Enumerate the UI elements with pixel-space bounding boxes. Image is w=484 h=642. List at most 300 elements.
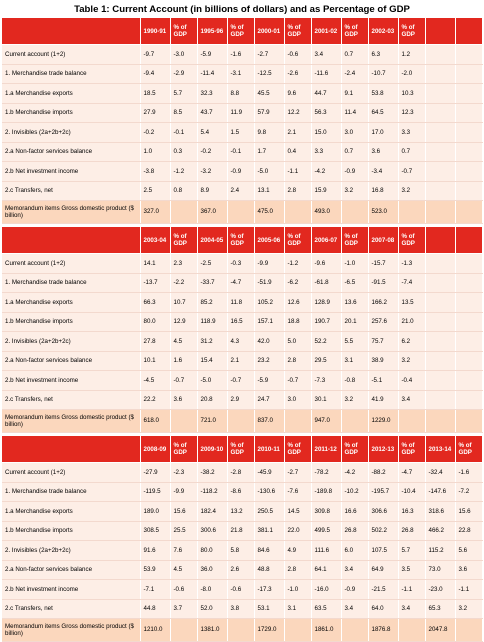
memo-gdp-row	[2, 410, 482, 433]
pct-cell: -2.6	[284, 64, 311, 84]
table-row	[2, 482, 482, 502]
table-row	[2, 390, 482, 410]
value-cell: 15.4	[197, 351, 227, 371]
value-cell: -118.2	[197, 482, 227, 502]
gdp-value-cell: 721.0	[197, 410, 227, 433]
value-cell: -189.8	[311, 482, 341, 502]
pct-gdp-header: % of GDP	[227, 18, 254, 45]
pct-cell: 3.4	[398, 599, 425, 619]
value-cell: 56.3	[311, 103, 341, 123]
pct-cell: -1.1	[398, 580, 425, 600]
value-cell: -119.5	[140, 482, 170, 502]
empty-cell	[425, 351, 455, 371]
empty-cell	[425, 390, 455, 410]
empty-cell	[455, 312, 482, 332]
pct-cell: 5.8	[227, 541, 254, 561]
pct-cell: 11.8	[227, 293, 254, 313]
row-label: 2.b Net investment income	[2, 580, 140, 600]
pct-cell: 3.8	[227, 599, 254, 619]
table-row	[2, 521, 482, 541]
empty-cell	[425, 201, 455, 224]
pct-cell: -4.7	[398, 463, 425, 483]
value-cell: 8.9	[197, 181, 227, 201]
value-cell: 1.0	[140, 142, 170, 162]
table-row	[2, 332, 482, 352]
pct-cell: 1.6	[170, 351, 197, 371]
year-header: 2009-10	[197, 436, 227, 463]
row-label: 2.c Transfers, net	[2, 390, 140, 410]
value-cell: -9.7	[140, 45, 170, 65]
value-cell: -4.2	[311, 162, 341, 182]
pct-cell: -3.0	[170, 45, 197, 65]
pct-cell: 25.5	[170, 521, 197, 541]
empty-header-cell	[425, 227, 455, 254]
pct-cell: 0.8	[170, 181, 197, 201]
pct-cell: -7.6	[284, 482, 311, 502]
pct-cell: 1.2	[398, 45, 425, 65]
empty-cell	[284, 201, 311, 224]
table-row	[2, 293, 482, 313]
value-cell: -7.1	[140, 580, 170, 600]
gdp-value-cell: 618.0	[140, 410, 170, 433]
value-cell: 22.2	[140, 390, 170, 410]
pct-cell: 0.4	[284, 142, 311, 162]
pct-cell: -2.2	[170, 273, 197, 293]
value-cell: 52.2	[311, 332, 341, 352]
pct-cell: -6.5	[341, 273, 368, 293]
table-row	[2, 254, 482, 274]
value-cell: 38.9	[368, 351, 398, 371]
year-header: 2010-11	[254, 436, 284, 463]
pct-cell: 10.7	[170, 293, 197, 313]
pct-cell: 21.0	[398, 312, 425, 332]
pct-cell: 16.3	[398, 502, 425, 522]
empty-cell	[341, 410, 368, 433]
pct-gdp-header: % of GDP	[227, 436, 254, 463]
pct-cell: 0.3	[170, 142, 197, 162]
pct-cell: 12.2	[284, 103, 311, 123]
row-label: 2.b Net investment income	[2, 162, 140, 182]
pct-cell: 3.2	[341, 390, 368, 410]
value-cell: -10.7	[368, 64, 398, 84]
value-cell: 65.3	[425, 599, 455, 619]
pct-cell: 3.2	[398, 181, 425, 201]
pct-cell: -0.6	[227, 580, 254, 600]
value-cell: 85.2	[197, 293, 227, 313]
value-cell: 44.8	[140, 599, 170, 619]
pct-cell: 22.0	[284, 521, 311, 541]
gdp-value-cell: 1381.0	[197, 619, 227, 642]
value-cell: 17.0	[368, 123, 398, 143]
gdp-value-cell: 1876.8	[368, 619, 398, 642]
empty-cell	[425, 84, 455, 104]
empty-cell	[425, 254, 455, 274]
row-label: 1. Merchandise trade balance	[2, 64, 140, 84]
empty-cell	[425, 123, 455, 143]
empty-cell	[455, 273, 482, 293]
row-label: Current account (1+2)	[2, 45, 140, 65]
section-header-row	[2, 227, 482, 254]
table-row	[2, 502, 482, 522]
empty-cell	[425, 103, 455, 123]
value-cell: 16.8	[368, 181, 398, 201]
empty-cell	[455, 371, 482, 391]
value-cell: 107.5	[368, 541, 398, 561]
pct-cell: 3.2	[455, 599, 482, 619]
pct-cell: 2.6	[227, 560, 254, 580]
value-cell: -2.5	[197, 254, 227, 274]
empty-cell	[455, 181, 482, 201]
empty-cell	[341, 201, 368, 224]
value-cell: -9.6	[311, 254, 341, 274]
value-cell: 44.7	[311, 84, 341, 104]
pct-cell: 9.6	[284, 84, 311, 104]
pct-cell: 5.7	[398, 541, 425, 561]
value-cell: -130.6	[254, 482, 284, 502]
value-cell: -88.2	[368, 463, 398, 483]
pct-cell: 16.5	[227, 312, 254, 332]
pct-cell: 3.1	[341, 351, 368, 371]
row-label: Current account (1+2)	[2, 463, 140, 483]
table-row	[2, 351, 482, 371]
value-cell: -5.0	[254, 162, 284, 182]
table-row	[2, 560, 482, 580]
empty-cell	[455, 619, 482, 642]
value-cell: 45.5	[254, 84, 284, 104]
pct-cell: -2.4	[341, 64, 368, 84]
value-cell: 27.9	[140, 103, 170, 123]
pct-cell: 3.2	[341, 181, 368, 201]
empty-cell	[425, 293, 455, 313]
pct-cell: -4.7	[227, 273, 254, 293]
value-cell: 3.6	[368, 142, 398, 162]
value-cell: -2.7	[254, 45, 284, 65]
pct-cell: -0.7	[398, 162, 425, 182]
pct-cell: 2.8	[284, 181, 311, 201]
row-label: 1. Merchandise trade balance	[2, 482, 140, 502]
pct-cell: -1.0	[284, 580, 311, 600]
pct-cell: -1.2	[170, 162, 197, 182]
empty-header-cell	[425, 18, 455, 45]
value-cell: -5.9	[197, 45, 227, 65]
value-cell: -33.7	[197, 273, 227, 293]
value-cell: 14.1	[140, 254, 170, 274]
gdp-value-cell: 1729.0	[254, 619, 284, 642]
pct-cell: -0.3	[227, 254, 254, 274]
pct-gdp-header: % of GDP	[284, 18, 311, 45]
year-header: 2003-04	[140, 227, 170, 254]
value-cell: -3.2	[197, 162, 227, 182]
value-cell: -195.7	[368, 482, 398, 502]
value-cell: 250.5	[254, 502, 284, 522]
value-cell: -12.5	[254, 64, 284, 84]
pct-cell: 3.4	[341, 599, 368, 619]
year-header: 1990-91	[140, 18, 170, 45]
pct-gdp-header: % of GDP	[170, 436, 197, 463]
value-cell: 66.3	[140, 293, 170, 313]
value-cell: -16.0	[311, 580, 341, 600]
pct-gdp-header: % of GDP	[227, 227, 254, 254]
row-label: 1.b Merchandise imports	[2, 103, 140, 123]
value-cell: 52.0	[197, 599, 227, 619]
value-cell: 64.0	[368, 599, 398, 619]
year-header: 2000-01	[254, 18, 284, 45]
pct-gdp-header: % of GDP	[341, 436, 368, 463]
pct-cell: -4.2	[341, 463, 368, 483]
empty-cell	[425, 45, 455, 65]
value-cell: -91.5	[368, 273, 398, 293]
value-cell: 15.0	[311, 123, 341, 143]
pct-cell: 3.3	[398, 123, 425, 143]
header-label-cell	[2, 436, 140, 463]
empty-cell	[425, 64, 455, 84]
value-cell: 31.2	[197, 332, 227, 352]
year-header: 2011-12	[311, 436, 341, 463]
year-header: 2005-06	[254, 227, 284, 254]
value-cell: 189.0	[140, 502, 170, 522]
value-cell: -9.4	[140, 64, 170, 84]
pct-cell: 15.6	[170, 502, 197, 522]
empty-cell	[455, 162, 482, 182]
pct-cell: -1.6	[455, 463, 482, 483]
row-label: 2.b Net investment income	[2, 371, 140, 391]
row-label: 1.b Merchandise imports	[2, 312, 140, 332]
row-label: 1.a Merchandise exports	[2, 84, 140, 104]
value-cell: -9.9	[254, 254, 284, 274]
pct-cell: -0.7	[170, 371, 197, 391]
pct-cell: 21.8	[227, 521, 254, 541]
row-label: 1.b Merchandise imports	[2, 521, 140, 541]
pct-cell: 2.4	[227, 181, 254, 201]
year-header: 2013-14	[425, 436, 455, 463]
empty-cell	[227, 619, 254, 642]
value-cell: 23.2	[254, 351, 284, 371]
value-cell: 6.3	[368, 45, 398, 65]
value-cell: -13.7	[140, 273, 170, 293]
memo-gdp-row	[2, 619, 482, 642]
pct-cell: -6.2	[284, 273, 311, 293]
pct-cell: -0.9	[227, 162, 254, 182]
value-cell: 43.7	[197, 103, 227, 123]
row-label: 1. Merchandise trade balance	[2, 273, 140, 293]
value-cell: 42.0	[254, 332, 284, 352]
pct-cell: 2.3	[170, 254, 197, 274]
gdp-value-cell: 1210.0	[140, 619, 170, 642]
pct-cell: 2.8	[284, 560, 311, 580]
value-cell: 18.5	[140, 84, 170, 104]
pct-cell: -0.7	[227, 371, 254, 391]
pct-cell: 6.2	[398, 332, 425, 352]
pct-cell: 3.5	[398, 560, 425, 580]
gdp-value-cell: 837.0	[254, 410, 284, 433]
pct-cell: 0.7	[341, 45, 368, 65]
pct-cell: 5.0	[284, 332, 311, 352]
value-cell: 318.6	[425, 502, 455, 522]
empty-cell	[284, 619, 311, 642]
value-cell: 57.9	[254, 103, 284, 123]
value-cell: -3.4	[368, 162, 398, 182]
empty-cell	[455, 64, 482, 84]
row-label: 2.a Non-factor services balance	[2, 142, 140, 162]
pct-cell: 22.8	[455, 521, 482, 541]
value-cell: -17.3	[254, 580, 284, 600]
pct-cell: 26.8	[341, 521, 368, 541]
pct-cell: 12.3	[398, 103, 425, 123]
pct-cell: -1.3	[398, 254, 425, 274]
value-cell: 29.5	[311, 351, 341, 371]
pct-cell: 11.9	[227, 103, 254, 123]
empty-cell	[227, 410, 254, 433]
value-cell: -11.4	[197, 64, 227, 84]
pct-cell: -0.9	[341, 162, 368, 182]
pct-cell: 8.8	[227, 84, 254, 104]
gdp-value-cell: 367.0	[197, 201, 227, 224]
year-header: 2012-13	[368, 436, 398, 463]
header-label-cell	[2, 227, 140, 254]
pct-cell: -1.1	[284, 162, 311, 182]
year-header: 2001-02	[311, 18, 341, 45]
empty-cell	[341, 619, 368, 642]
empty-cell	[170, 201, 197, 224]
pct-cell: 3.6	[455, 560, 482, 580]
pct-gdp-header: % of GDP	[284, 227, 311, 254]
pct-cell: -2.0	[398, 64, 425, 84]
value-cell: 115.2	[425, 541, 455, 561]
value-cell: 5.4	[197, 123, 227, 143]
value-cell: 64.1	[311, 560, 341, 580]
empty-cell	[227, 201, 254, 224]
gdp-value-cell: 493.0	[311, 201, 341, 224]
empty-cell	[455, 351, 482, 371]
row-label: 2. Invisibles (2a+2b+2c)	[2, 123, 140, 143]
section-header-row	[2, 18, 482, 45]
table-row	[2, 371, 482, 391]
pct-cell: 4.5	[170, 332, 197, 352]
value-cell: 53.8	[368, 84, 398, 104]
value-cell: 13.1	[254, 181, 284, 201]
table-title: Table 1: Current Account (in billions of dollars) and as Percentage of GDP	[74, 4, 410, 15]
pct-cell: 8.5	[170, 103, 197, 123]
table-row	[2, 84, 482, 104]
pct-cell: -0.6	[284, 45, 311, 65]
table-row	[2, 181, 482, 201]
pct-cell: -2.8	[227, 463, 254, 483]
value-cell: -5.0	[197, 371, 227, 391]
pct-cell: 3.0	[284, 390, 311, 410]
pct-cell: 0.7	[341, 142, 368, 162]
memo-label: Memorandum items Gross domestic product ($ billion)	[2, 201, 140, 224]
pct-cell: 26.8	[398, 521, 425, 541]
value-cell: -3.8	[140, 162, 170, 182]
gdp-value-cell: 1861.0	[311, 619, 341, 642]
pct-cell: 13.5	[398, 293, 425, 313]
pct-gdp-header: % of GDP	[284, 436, 311, 463]
value-cell: 466.2	[425, 521, 455, 541]
empty-cell	[425, 371, 455, 391]
pct-cell: 16.6	[341, 502, 368, 522]
value-cell: 166.2	[368, 293, 398, 313]
pct-cell: -0.9	[341, 580, 368, 600]
empty-cell	[455, 142, 482, 162]
pct-cell: 2.1	[284, 123, 311, 143]
pct-cell: 2.9	[227, 390, 254, 410]
value-cell: 73.0	[425, 560, 455, 580]
year-header: 2004-05	[197, 227, 227, 254]
row-label: 2.c Transfers, net	[2, 599, 140, 619]
table-row	[2, 273, 482, 293]
value-cell: 48.8	[254, 560, 284, 580]
value-cell: 2.5	[140, 181, 170, 201]
empty-cell	[455, 103, 482, 123]
pct-cell: 3.6	[170, 390, 197, 410]
empty-cell	[455, 254, 482, 274]
table-row	[2, 312, 482, 332]
pct-cell: 7.6	[170, 541, 197, 561]
pct-cell: 5.6	[455, 541, 482, 561]
gdp-value-cell: 947.0	[311, 410, 341, 433]
empty-header-cell	[455, 18, 482, 45]
pct-cell: 12.9	[170, 312, 197, 332]
value-cell: -32.4	[425, 463, 455, 483]
pct-cell: 10.3	[398, 84, 425, 104]
pct-gdp-header: % of GDP	[398, 436, 425, 463]
section-header-row	[2, 436, 482, 463]
value-cell: -8.0	[197, 580, 227, 600]
table-row	[2, 162, 482, 182]
value-cell: -27.9	[140, 463, 170, 483]
header-label-cell	[2, 18, 140, 45]
value-cell: -5.1	[368, 371, 398, 391]
gdp-value-cell: 523.0	[368, 201, 398, 224]
value-cell: 27.8	[140, 332, 170, 352]
value-cell: 30.1	[311, 390, 341, 410]
value-cell: -7.3	[311, 371, 341, 391]
value-cell: 10.1	[140, 351, 170, 371]
pct-cell: -0.7	[284, 371, 311, 391]
pct-cell: 3.1	[284, 599, 311, 619]
pct-cell: 14.5	[284, 502, 311, 522]
memo-gdp-row	[2, 201, 482, 224]
value-cell: 257.6	[368, 312, 398, 332]
table-row	[2, 142, 482, 162]
table-row	[2, 541, 482, 561]
empty-cell	[425, 162, 455, 182]
year-header: 1995-96	[197, 18, 227, 45]
value-cell: 157.1	[254, 312, 284, 332]
value-cell: -78.2	[311, 463, 341, 483]
value-cell: 118.9	[197, 312, 227, 332]
pct-gdp-header: % of GDP	[398, 227, 425, 254]
gdp-value-cell: 327.0	[140, 201, 170, 224]
pct-cell: 15.6	[455, 502, 482, 522]
memo-label: Memorandum items Gross domestic product ($ billion)	[2, 619, 140, 642]
pct-cell: 5.5	[341, 332, 368, 352]
row-label: 1.a Merchandise exports	[2, 293, 140, 313]
pct-cell: -0.1	[227, 142, 254, 162]
pct-cell: 9.1	[341, 84, 368, 104]
row-label: 1.a Merchandise exports	[2, 502, 140, 522]
gdp-value-cell: 475.0	[254, 201, 284, 224]
pct-cell: 5.7	[170, 84, 197, 104]
pct-cell: 3.4	[341, 560, 368, 580]
pct-cell: 3.4	[398, 390, 425, 410]
pct-cell: -1.1	[455, 580, 482, 600]
pct-cell: 1.5	[227, 123, 254, 143]
value-cell: -11.6	[311, 64, 341, 84]
value-cell: 53.9	[140, 560, 170, 580]
empty-cell	[170, 619, 197, 642]
pct-gdp-header: % of GDP	[341, 18, 368, 45]
